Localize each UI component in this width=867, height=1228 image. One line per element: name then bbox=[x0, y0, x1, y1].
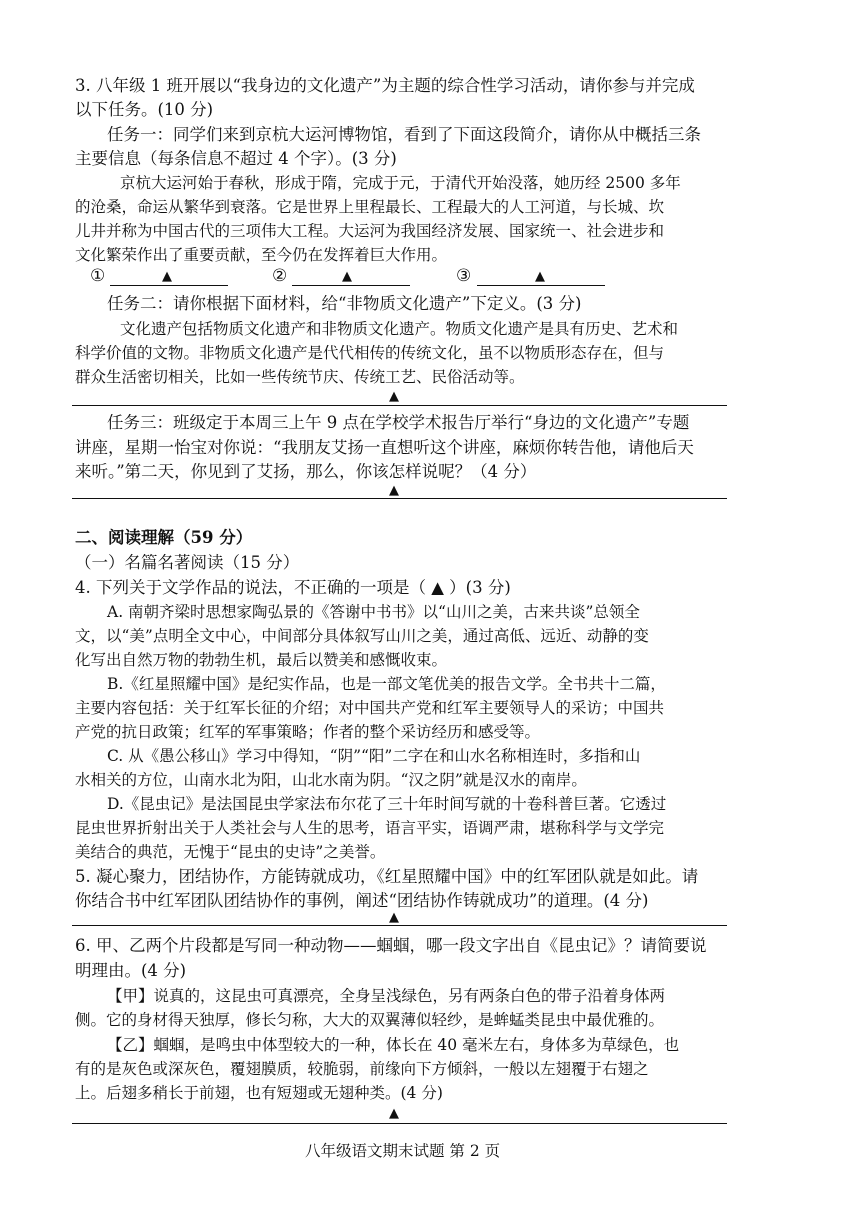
para2-line2: 科学价值的文物。非物质文化遗产是代代相传的传统文化，虽不以物质形态存在，但与 bbox=[75, 344, 665, 362]
q4-option-a-line2: 文，以“美”点明全文中心，中间部分具体叙写山川之美，通过高低、远近、动静的变 bbox=[75, 627, 649, 645]
q5-line2: 你结合书中红军团队团结协作的事例，阐述“团结协作铸就成功”的道理。(4 分) bbox=[75, 891, 649, 910]
task3-line1: 任务三：班级定于本周三上午 9 点在学校学术报告厅举行“身边的文化遗产”专题 bbox=[107, 413, 690, 432]
task1-line2: 主要信息（每条信息不超过 4 个字）。(3 分) bbox=[75, 149, 397, 168]
q6-passage-jia-line2: 侧。它的身材得天独厚，修长匀称，大大的双翼薄似轻纱，是蛑蜢类昆虫中最优雅的。 bbox=[75, 1011, 665, 1029]
blank-number-1: ① bbox=[90, 266, 106, 286]
q6-passage-yi-line2: 有的是灰色或深灰色，覆翅膜质，较脆弱，前缘向下方倾斜，一般以左翅覆于右翅之 bbox=[75, 1060, 649, 1078]
blank-number-3: ③ bbox=[456, 266, 472, 286]
para1-line3: 儿井并称为中国古代的三项伟大工程。大运河为我国经济发展、国家统一、社会进步和 bbox=[75, 222, 665, 240]
section-title: 二、阅读理解（59 分） bbox=[75, 528, 253, 547]
q4-option-d-line1: D.《昆虫记》是法国昆虫学家法布尔花了三十年时间写就的十卷科普巨著。它透过 bbox=[107, 795, 667, 813]
q4-option-b-line1: B.《红星照耀中国》是纪实作品，也是一部文笔优美的报告文学。全书共十二篇， bbox=[107, 675, 666, 693]
answer-line-task3[interactable] bbox=[72, 498, 727, 499]
answer-triangle-q5: ▲ bbox=[389, 910, 399, 925]
answer-line-q5[interactable] bbox=[72, 925, 727, 926]
q4-option-b-line3: 产党的抗日政策；红军的军事策略；作者的整个采访经历和感受等。 bbox=[75, 723, 541, 741]
q4-option-a-line3: 化写出自然万物的勃勃生机，最后以赞美和感慨收束。 bbox=[75, 651, 448, 669]
para1-line2: 的沧桑，命运从繁华到衰落。它是世界上里程最长、工程最大的人工河道，与长城、坎 bbox=[75, 198, 665, 216]
para1-line1: 京杭大运河始于春秋，形成于隋，完成于元，于清代开始没落，她历经 2500 多年 bbox=[120, 174, 681, 192]
q4-option-d-line3: 美结合的典范，无愧于“昆虫的史诗”之美誉。 bbox=[75, 843, 386, 861]
q4-option-c-line2: 水相关的方位，山南水北为阳，山北水南为阴。“汉之阴”就是汉水的南岸。 bbox=[75, 771, 587, 789]
answer-triangle-q6: ▲ bbox=[389, 1106, 399, 1121]
answer-triangle-task3: ▲ bbox=[389, 483, 399, 498]
q4-option-c-line1: C. 从《愚公移山》学习中得知，“阴”“阳”二字在和山水名称相连时，多指和山 bbox=[107, 747, 641, 765]
q3-stem-line1: 3. 八年级 1 班开展以“我身边的文化遗产”为主题的综合性学习活动，请你参与并完成 bbox=[75, 76, 695, 95]
q6-passage-jia-line1: 【甲】说真的，这昆虫可真漂亮，全身呈浅绿色，另有两条白色的带子沿着身体两 bbox=[107, 987, 666, 1005]
q6-line1: 6. 甲、乙两个片段都是写同一种动物——蝈蝈，哪一段文字出自《昆虫记》？请简要说 bbox=[75, 936, 707, 955]
q6-passage-yi-line3: 上。后翅多稍长于前翅，也有短翅或无翅种类。(4 分) bbox=[75, 1084, 443, 1102]
answer-blank-2[interactable] bbox=[292, 285, 410, 286]
task3-line2: 讲座，星期一怡宝对你说：“我朋友艾扬一直想听这个讲座，麻烦你转告他，请他后天 bbox=[75, 438, 694, 457]
para2-line1: 文化遗产包括物质文化遗产和非物质文化遗产。物质文化遗产是具有历史、艺术和 bbox=[120, 320, 679, 338]
task1-line1: 任务一：同学们来到京杭大运河博物馆，看到了下面这段简介，请你从中概括三条 bbox=[107, 125, 701, 144]
task2-line: 任务二：请你根据下面材料，给“非物质文化遗产”下定义。(3 分) bbox=[107, 294, 582, 313]
q4-option-a-line1: A. 南朝齐梁时思想家陶弘景的《答谢中书书》以“山川之美，古来共谈”总领全 bbox=[107, 603, 640, 621]
answer-triangle-1: ▲ bbox=[162, 269, 172, 284]
q5-line1: 5. 凝心聚力，团结协作，方能铸就成功，《红星照耀中国》中的红军团队就是如此。请 bbox=[75, 867, 699, 886]
q4-option-d-line2: 昆虫世界折射出关于人类社会与人生的思考，语言平实，语调严肃，堪称科学与文学完 bbox=[75, 819, 665, 837]
answer-triangle-2: ▲ bbox=[342, 269, 352, 284]
q4-stem: 4. 下列关于文学作品的说法，不正确的一项是（ ▲ ）(3 分) bbox=[75, 578, 511, 597]
answer-blank-1[interactable] bbox=[110, 285, 228, 286]
q6-passage-yi-line1: 【乙】蝈蝈，是鸣虫中体型较大的一种，体长在 40 毫米左右，身体多为草绿色，也 bbox=[107, 1036, 680, 1054]
answer-triangle-task2: ▲ bbox=[389, 389, 399, 404]
answer-line-q6[interactable] bbox=[72, 1123, 727, 1124]
page-footer: 八年级语文期末试题 第 2 页 bbox=[305, 1142, 501, 1160]
para1-line4: 文化繁荣作出了重要贡献，至今仍在发挥着巨大作用。 bbox=[75, 246, 448, 264]
answer-line-task2[interactable] bbox=[72, 405, 727, 406]
q6-line2: 明理由。(4 分) bbox=[75, 961, 187, 980]
answer-blank-3[interactable] bbox=[477, 285, 605, 286]
para2-line3: 群众生活密切相关，比如一些传统节庆、传统工艺、民俗活动等。 bbox=[75, 368, 525, 386]
blank-number-2: ② bbox=[272, 266, 288, 286]
q3-stem-line2: 以下任务。(10 分) bbox=[75, 100, 214, 119]
task3-line3: 来听。”第二天，你见到了艾扬，那么，你该怎样说呢？（4 分） bbox=[75, 462, 537, 481]
q4-option-b-line2: 主要内容包括：关于红军长征的介绍；对中国共产党和红军主要领导人的采访；中国共 bbox=[75, 699, 665, 717]
answer-triangle-3: ▲ bbox=[535, 269, 545, 284]
section-subtitle: （一）名篇名著阅读（15 分） bbox=[75, 553, 300, 572]
